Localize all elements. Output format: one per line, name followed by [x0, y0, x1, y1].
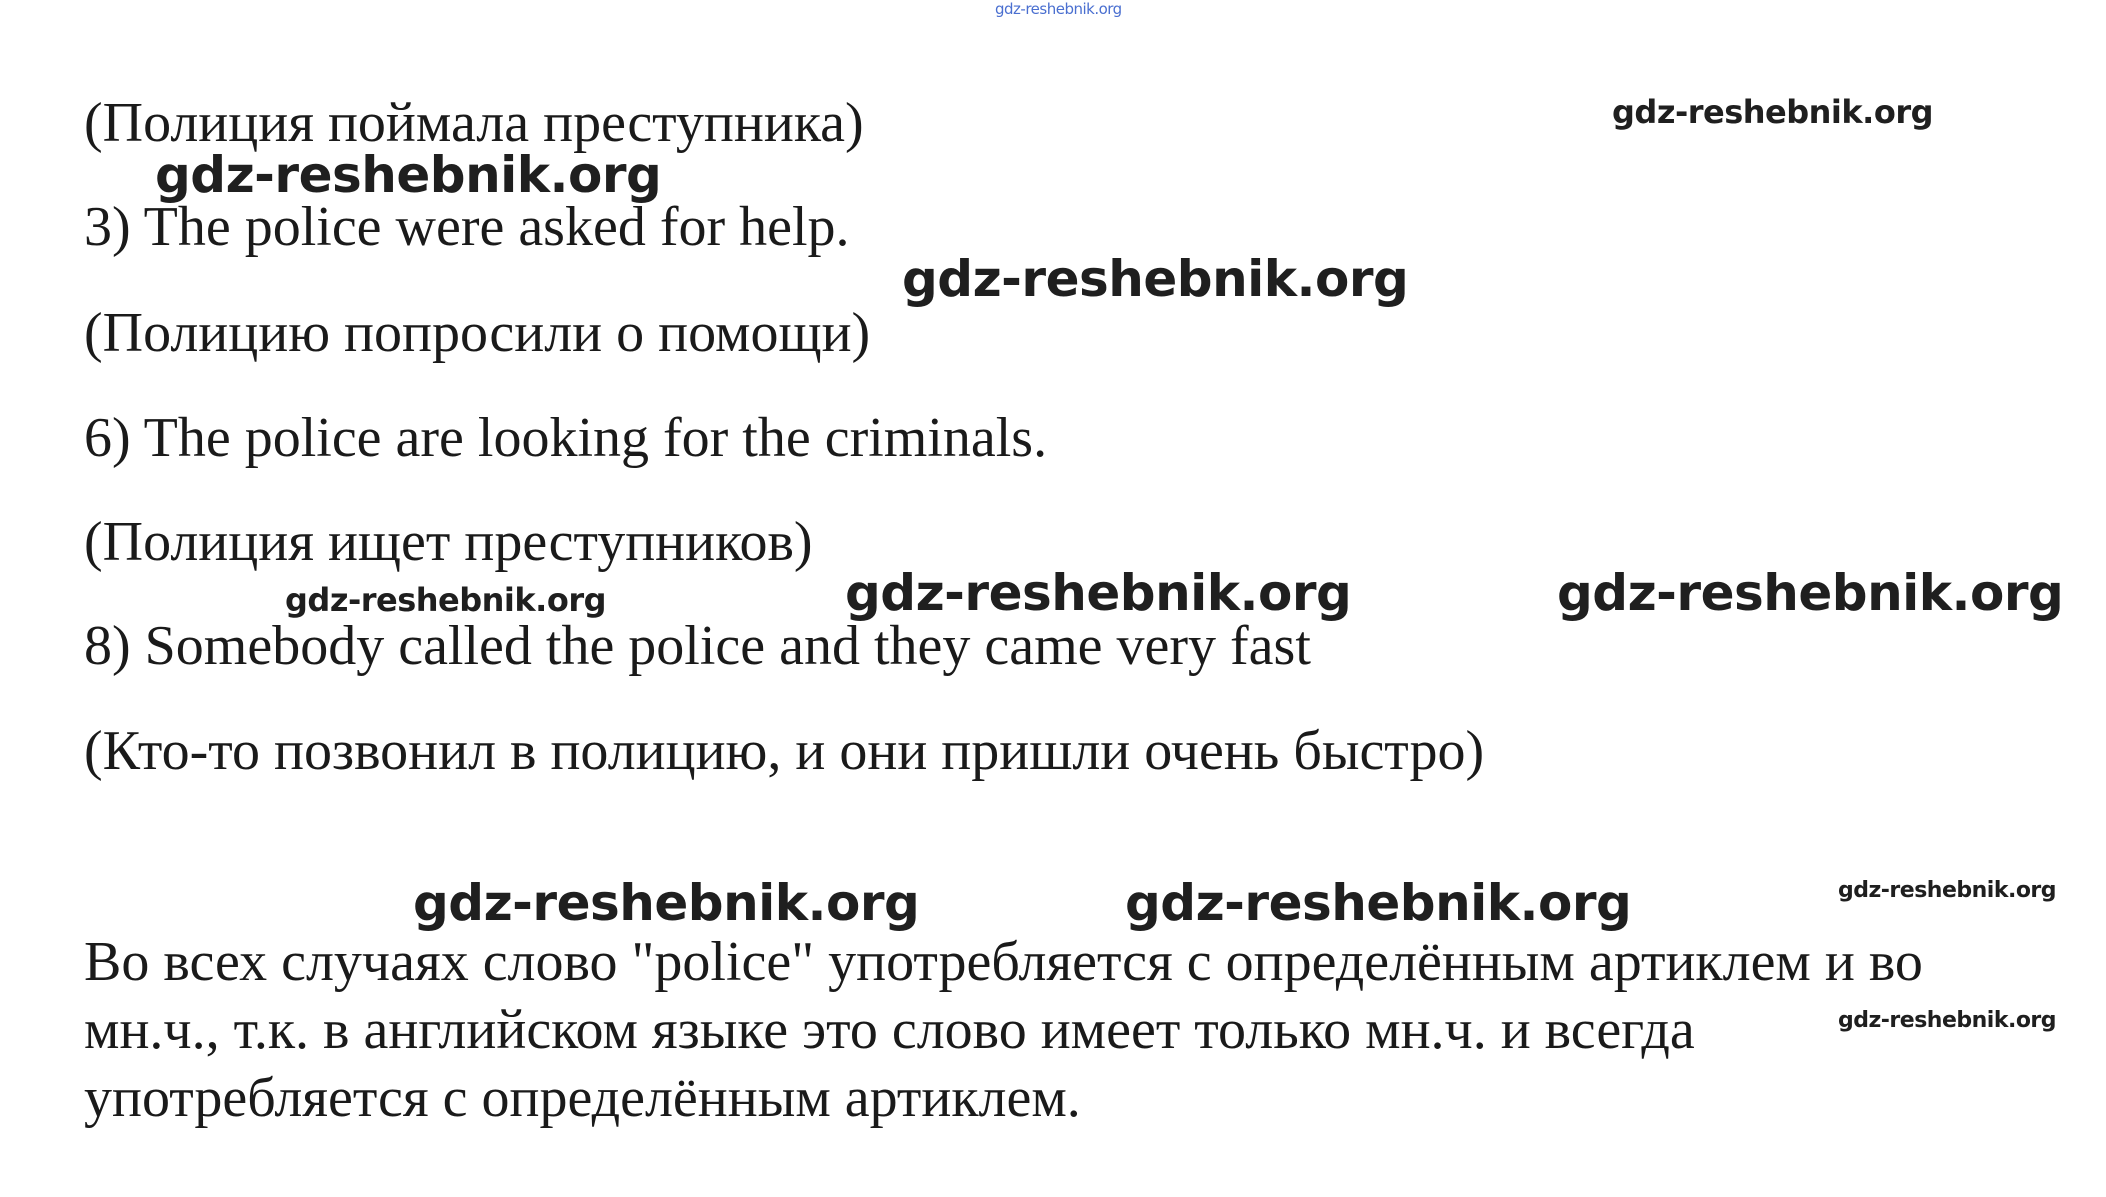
watermark: gdz-reshebnik.org: [845, 564, 1352, 622]
watermark-top: gdz-reshebnik.org: [995, 0, 1122, 18]
watermark: gdz-reshebnik.org: [1125, 874, 1632, 932]
watermark: gdz-reshebnik.org: [1838, 1008, 2057, 1033]
watermark: gdz-reshebnik.org: [1557, 564, 2064, 622]
sentence-8: 8) Somebody called the police and they came very fast: [84, 615, 1311, 677]
watermark: gdz-reshebnik.org: [902, 250, 1409, 308]
translation-line-8: (Кто-то позвонил в полицию, и они пришли очень быстро): [84, 720, 1485, 782]
translation-line-1: (Полиция поймала преступника): [84, 92, 864, 154]
translation-line-6: (Полиция ищет преступников): [84, 511, 813, 573]
watermark: gdz-reshebnik.org: [413, 874, 920, 932]
explanation-paragraph: Во всех случаях слово "police" употребляется с определённым артиклем и во мн.ч., т.к. в английском языке это слово имеет только мн.ч. и всегда употребляется с определённым артиклем.: [84, 931, 1923, 1129]
translation-line-3: (Полицию попросили о помощи): [84, 302, 871, 364]
sentence-3: 3) The police were asked for help.: [84, 196, 850, 258]
watermark: gdz-reshebnik.org: [155, 146, 662, 204]
watermark: gdz-reshebnik.org: [1838, 878, 2057, 903]
watermark: gdz-reshebnik.org: [1612, 93, 1933, 131]
sentence-6: 6) The police are looking for the criminals.: [84, 407, 1048, 469]
watermark: gdz-reshebnik.org: [285, 581, 606, 619]
